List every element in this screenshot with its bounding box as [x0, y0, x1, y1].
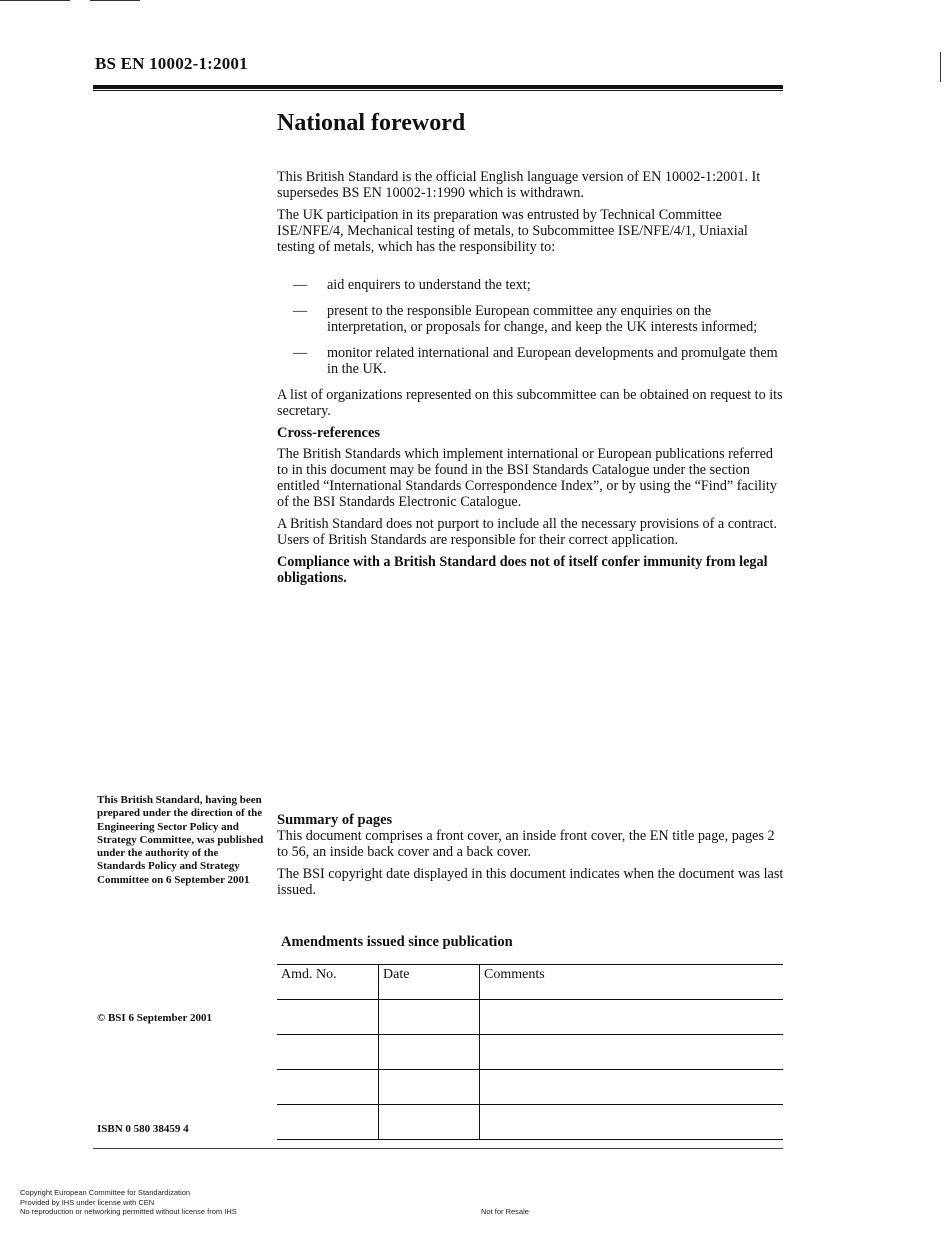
top-crop-mark: [0, 0, 70, 1]
table-row: [277, 1105, 783, 1140]
responsibility-list: [277, 277, 787, 377]
list-item: — monitor related international and European developments and promulgate them in the UK.: [293, 345, 778, 377]
column-header: Comments: [480, 965, 784, 1000]
column-header: Date: [379, 965, 480, 1000]
amendments-title: Amendments issued since publication: [281, 934, 513, 950]
committee-paragraph: The UK participation in its preparation was entrusted by Technical Committee ISE/NFE/4, Mechanical testing of metals, to Subcommittee ISE/NFE/4/1, Uniaxial testing of metals, which has the responsibility to:: [277, 207, 748, 255]
dash-bullet: —: [293, 345, 308, 361]
license-footer: Copyright European Committee for Standardization Provided by IHS under license with CEN No reproduction or networking permitted without license from IHS: [20, 1188, 237, 1216]
provisions-paragraph: A British Standard does not purport to include all the necessary provisions of a contract. Users of British Standards are responsible for their correct application.: [277, 516, 777, 548]
dash-bullet: —: [293, 277, 308, 293]
copyright-date-paragraph: The BSI copyright date displayed in this document indicates when the document was last issued.: [277, 866, 784, 898]
table-row: [277, 1000, 783, 1035]
table-row: [277, 1035, 783, 1070]
summary-heading: Summary of pages: [277, 812, 393, 828]
table-row: [277, 1070, 783, 1105]
summary-paragraph: This document comprises a front cover, an inside front cover, the EN title page, pages 2 to 56, an inside back cover and a back cover.: [277, 828, 775, 860]
intro-paragraph: This British Standard is the official English language version of EN 10002-1:2001. It supersedes BS EN 10002-1:1990 which is withdrawn.: [277, 169, 761, 201]
table-header-row: [277, 965, 783, 1000]
list-item: — present to the responsible European committee any enquiries on the interpretation, or proposals for change, and keep the UK interests informed;: [293, 303, 758, 335]
standard-id: BS EN 10002-1:2001: [95, 54, 248, 73]
footer-rule: [93, 1148, 783, 1149]
edge-mark: [940, 52, 941, 82]
foreword-body: [277, 108, 787, 592]
copyright-note: © BSI 6 September 2001: [97, 1012, 212, 1024]
amendments-table: [277, 964, 783, 1140]
list-item: — aid enquirers to understand the text;: [293, 277, 531, 293]
approval-note: This British Standard, having been prepared under the direction of the Engineering Sector Policy and Strategy Committee, was published under the authority of the Standards Policy and Strategy Committee on 6 September 2001: [97, 794, 264, 886]
header-rule: [93, 85, 783, 89]
page-title: National foreword: [277, 110, 466, 136]
resale-note: Not for Resale: [481, 1207, 529, 1216]
summary-of-pages: [277, 812, 787, 904]
crossref-heading: Cross-references: [277, 425, 381, 441]
isbn: ISBN 0 580 38459 4: [97, 1123, 189, 1135]
organizations-paragraph: A list of organizations represented on this subcommittee can be obtained on request to its secretary.: [277, 387, 783, 419]
column-header: Amd. No.: [277, 965, 379, 1000]
dash-bullet: —: [293, 303, 308, 319]
header-rule-thin: [93, 90, 783, 91]
compliance-statement: Compliance with a British Standard does not of itself confer immunity from legal obligations.: [277, 554, 768, 586]
top-crop-mark: [90, 0, 140, 1]
crossref-paragraph: The British Standards which implement international or European publications referred to in this document may be found in the BSI Standards Catalogue under the section entitled “International Standards Correspondence Index”, or by using the “Find” facility of the BSI Standards Electronic Catalogue.: [277, 446, 777, 510]
